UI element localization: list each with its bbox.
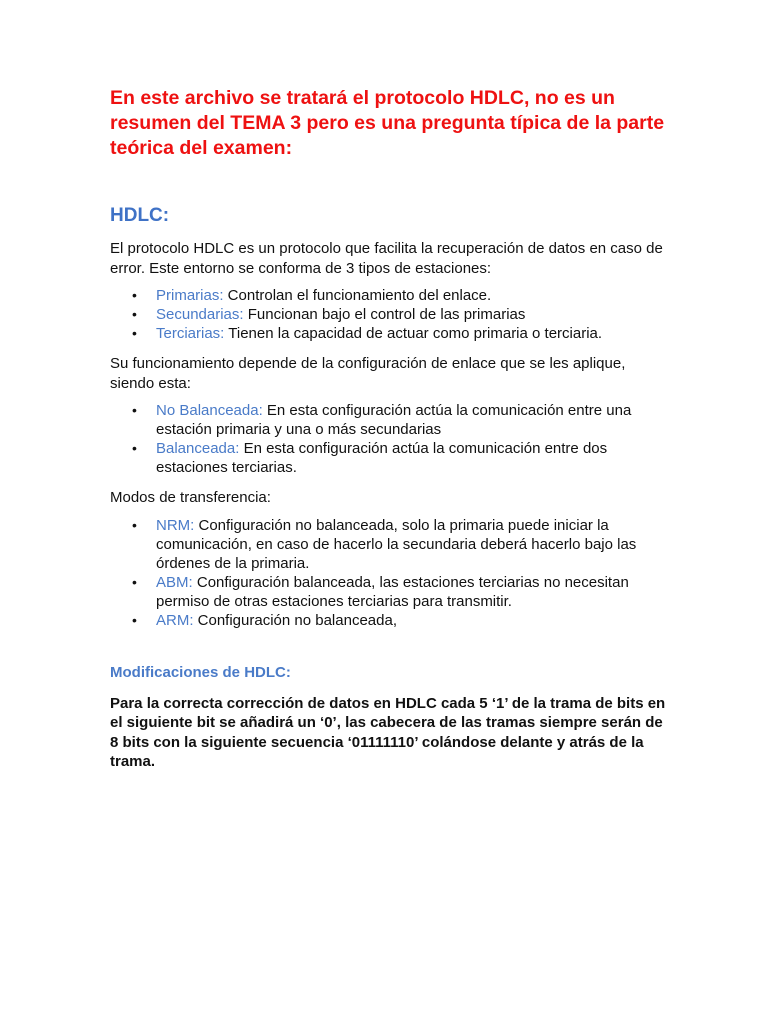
paragraph-modos: Modos de transferencia: [110, 489, 271, 506]
term-label: Primarias: [156, 287, 224, 304]
list-item-secundarias [110, 305, 670, 324]
term-label: Balanceada: [156, 440, 240, 457]
term-description: En esta configuración actúa la comunicación entre dos estaciones terciarias. [156, 440, 608, 476]
list-item-balanceada [110, 439, 670, 477]
document-content [110, 86, 670, 772]
bullet-icon: • [132, 325, 137, 341]
paragraph-modificaciones: Para la correcta corrección de datos en HDLC cada 5 ‘1’ de la trama de bits en el siguiente bit se añadirá un ‘0’, las cabecera de las tramas siempre serán de 8 bits con la siguiente secuencia ‘01111110’ colándose delante y atrás de la trama. [110, 694, 666, 770]
list-item-primarias [110, 286, 670, 305]
bullet-icon: • [132, 287, 137, 303]
term-label: Terciarias: [156, 325, 225, 342]
bullet-icon: • [132, 611, 137, 628]
term-description: Tienen la capacidad de actuar como primaria o terciaria. [224, 325, 603, 342]
term-label: No Balanceada: [156, 402, 263, 419]
section-title: HDLC: [110, 205, 170, 226]
list-item-terciarias [110, 324, 670, 343]
term-description: Funcionan bajo el control de las primarias [243, 306, 526, 323]
stations-list [110, 286, 670, 343]
subsection-title: Modificaciones de HDLC: [110, 663, 291, 681]
term-description: Controlan el funcionamiento del enlace. [223, 287, 492, 304]
term-description: Configuración no balanceada, solo la primaria puede iniciar la comunicación, en caso de hacerlo la secundaria deberá hacerlo bajo las órdenes de la primaria. [156, 516, 637, 572]
bullet-icon: • [132, 516, 137, 533]
term-label: ABM: [156, 573, 193, 591]
paragraph-intro-hdlc: El protocolo HDLC es un protocolo que facilita la recuperación de datos en caso de error. Este entorno se conforma de 3 tipos de estaciones: [110, 240, 663, 277]
modes-list [110, 516, 670, 630]
list-item-abm [110, 573, 670, 611]
bullet-icon: • [132, 440, 137, 456]
list-item-arm [110, 611, 670, 630]
term-description: Configuración no balanceada, [193, 611, 397, 629]
bullet-icon: • [132, 573, 137, 590]
term-description: En esta configuración actúa la comunicación entre una estación primaria y una o más secundarias [156, 402, 632, 438]
term-label: ARM: [156, 611, 194, 629]
configs-list [110, 401, 670, 477]
list-item-nrm [110, 516, 670, 573]
bullet-icon: • [132, 402, 137, 418]
term-description: Configuración balanceada, las estaciones terciarias no necesitan permiso de otras estaciones terciarias para transmitir. [156, 573, 629, 610]
paragraph-configuracion: Su funcionamiento depende de la configuración de enlace que se les aplique, siendo esta: [110, 355, 626, 392]
term-label: Secundarias: [156, 306, 244, 323]
term-label: NRM: [156, 516, 195, 534]
list-item-no-balanceada [110, 401, 670, 439]
bullet-icon: • [132, 306, 137, 322]
intro-note: En este archivo se tratará el protocolo HDLC, no es un resumen del TEMA 3 pero es una pregunta típica de la parte teórica del examen: [110, 87, 665, 159]
